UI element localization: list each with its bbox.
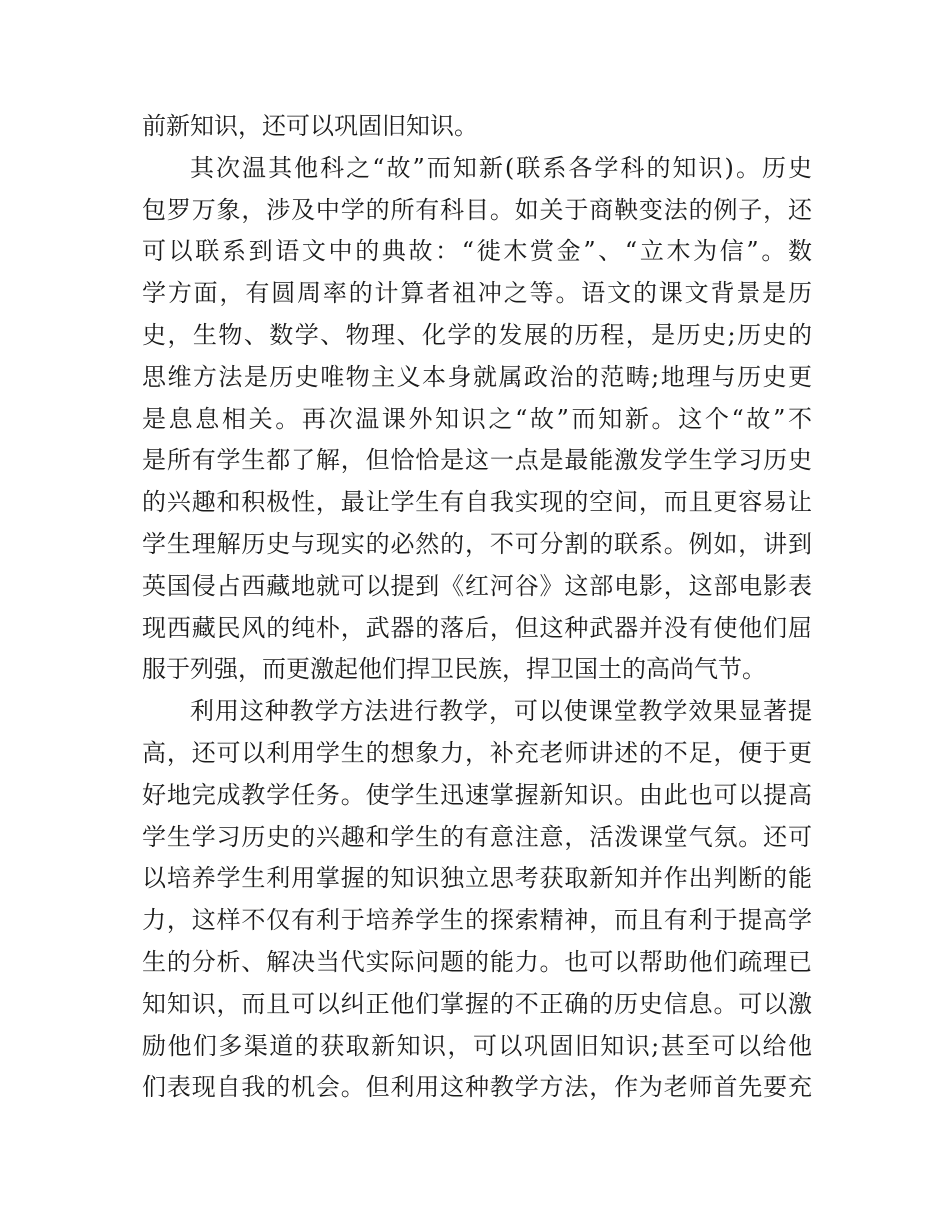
text-line: 包罗万象，涉及中学的所有科目。如关于商鞅变法的例子，还 [142, 195, 812, 224]
text-line: 力，这样不仅有利于培养学生的探索精神，而且有利于提高学 [142, 906, 812, 935]
text-line: 可以联系到语文中的典故：“徙木赏金”、“立木为信”。数 [142, 237, 812, 266]
paragraph [142, 148, 812, 691]
text-line: 高，还可以利用学生的想象力，补充老师讲述的不足，便于更 [142, 738, 812, 767]
text-line: 思维方法是历史唯物主义本身就属政治的范畴;地理与历史更 [142, 362, 812, 391]
text-line: 的兴趣和积极性，最让学生有自我实现的空间，而且更容易让 [142, 488, 812, 517]
text-line: 以培养学生利用掌握的知识独立思考获取新知并作出判断的能 [142, 864, 812, 893]
text-line: 学生理解历史与现实的必然的，不可分割的联系。例如，讲到 [142, 529, 812, 558]
document-body [142, 106, 812, 1109]
text-line: 其次温其他科之“故”而知新(联系各学科的知识)。历史 [190, 153, 812, 182]
text-line: 知知识，而且可以纠正他们掌握的不正确的历史信息。可以激 [142, 989, 812, 1018]
text-line: 生的分析、解决当代实际问题的能力。也可以帮助他们疏理已 [142, 947, 812, 976]
text-line: 是所有学生都了解，但恰恰是这一点是最能激发学生学习历史 [142, 446, 812, 475]
paragraph-continuation [142, 106, 812, 148]
text-line: 史，生物、数学、物理、化学的发展的历程，是历史;历史的 [142, 320, 812, 349]
text-line: 是息息相关。再次温课外知识之“故”而知新。这个“故”不 [142, 404, 812, 433]
text-line: 学生学习历史的兴趣和学生的有意注意，活泼课堂气氛。还可 [142, 822, 812, 851]
paragraph [142, 691, 812, 1109]
text-line: 现西藏民风的纯朴，武器的落后，但这种武器并没有使他们屈 [142, 613, 812, 642]
text-line: 英国侵占西藏地就可以提到《红河谷》这部电影，这部电影表 [142, 571, 812, 600]
text-line: 们表现自我的机会。但利用这种教学方法，作为老师首先要充 [142, 1073, 812, 1102]
text-line: 学方面，有圆周率的计算者祖冲之等。语文的课文背景是历 [142, 279, 812, 308]
text-line: 好地完成教学任务。使学生迅速掌握新知识。由此也可以提高 [142, 780, 812, 809]
text-line: 利用这种教学方法进行教学，可以使课堂教学效果显著提 [190, 697, 812, 726]
text-line: 励他们多渠道的获取新知识，可以巩固旧知识;甚至可以给他 [142, 1031, 812, 1060]
text-line: 服于列强，而更激起他们捍卫民族，捍卫国土的高尚气节。 [142, 655, 766, 684]
text-line: 前新知识，还可以巩固旧知识。 [142, 112, 478, 140]
